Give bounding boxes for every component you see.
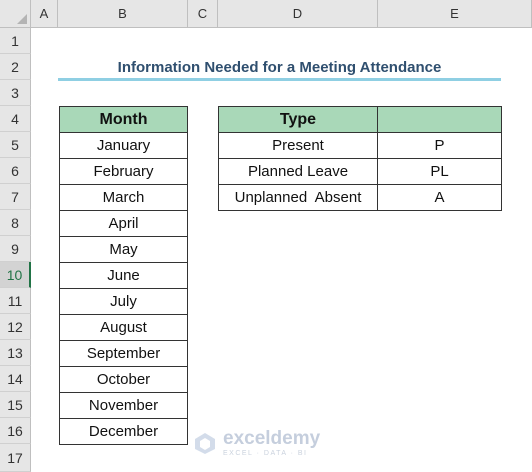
- row-header-9[interactable]: 9: [0, 236, 31, 262]
- month-cell[interactable]: October: [60, 367, 188, 393]
- row-header-17[interactable]: 17: [0, 444, 31, 472]
- month-cell[interactable]: September: [60, 341, 188, 367]
- month-cell[interactable]: June: [60, 263, 188, 289]
- month-cell[interactable]: August: [60, 315, 188, 341]
- row-header-5[interactable]: 5: [0, 132, 31, 158]
- row-header-13[interactable]: 13: [0, 340, 31, 366]
- row-header-12[interactable]: 12: [0, 314, 31, 340]
- row-header-2[interactable]: 2: [0, 54, 31, 80]
- column-header-c[interactable]: C: [188, 0, 218, 28]
- row-header-15[interactable]: 15: [0, 392, 31, 418]
- row-header-11[interactable]: 11: [0, 288, 31, 314]
- type-table: [218, 106, 502, 211]
- row-header-3[interactable]: 3: [0, 80, 31, 106]
- month-cell[interactable]: November: [60, 393, 188, 419]
- code-cell[interactable]: PL: [378, 159, 502, 185]
- month-cell[interactable]: December: [60, 419, 188, 445]
- type-header-cell[interactable]: Type: [219, 107, 378, 133]
- month-table: [59, 106, 188, 445]
- type-cell[interactable]: Planned Leave: [219, 159, 378, 185]
- select-all-corner[interactable]: [0, 0, 31, 28]
- row-header-6[interactable]: 6: [0, 158, 31, 184]
- title-underline: [58, 78, 501, 81]
- code-cell[interactable]: A: [378, 185, 502, 211]
- watermark-name: exceldemy: [223, 428, 321, 449]
- column-header-e[interactable]: E: [378, 0, 532, 28]
- row-header-1[interactable]: 1: [0, 28, 31, 54]
- column-header-b[interactable]: B: [58, 0, 188, 28]
- month-cell[interactable]: May: [60, 237, 188, 263]
- column-header-d[interactable]: D: [218, 0, 378, 28]
- month-cell[interactable]: July: [60, 289, 188, 315]
- month-cell[interactable]: February: [60, 159, 188, 185]
- code-header-cell[interactable]: [378, 107, 502, 133]
- column-header-a[interactable]: A: [31, 0, 58, 28]
- row-header-14[interactable]: 14: [0, 366, 31, 392]
- sheet-title[interactable]: Information Needed for a Meeting Attendance: [117, 58, 442, 76]
- month-header-cell[interactable]: Month: [60, 107, 188, 133]
- exceldemy-logo-icon: [193, 431, 217, 455]
- watermark-tagline: EXCEL · DATA · BI: [223, 450, 308, 457]
- row-header-7[interactable]: 7: [0, 184, 31, 210]
- row-header-16[interactable]: 16: [0, 418, 31, 444]
- watermark: [193, 423, 343, 463]
- row-header-8[interactable]: 8: [0, 210, 31, 236]
- month-cell[interactable]: April: [60, 211, 188, 237]
- row-header-10[interactable]: 10: [0, 262, 31, 288]
- month-cell[interactable]: January: [60, 133, 188, 159]
- type-cell[interactable]: Unplanned Absent: [219, 185, 378, 211]
- row-header-4[interactable]: 4: [0, 106, 31, 132]
- code-cell[interactable]: P: [378, 133, 502, 159]
- month-cell[interactable]: March: [60, 185, 188, 211]
- type-cell[interactable]: Present: [219, 133, 378, 159]
